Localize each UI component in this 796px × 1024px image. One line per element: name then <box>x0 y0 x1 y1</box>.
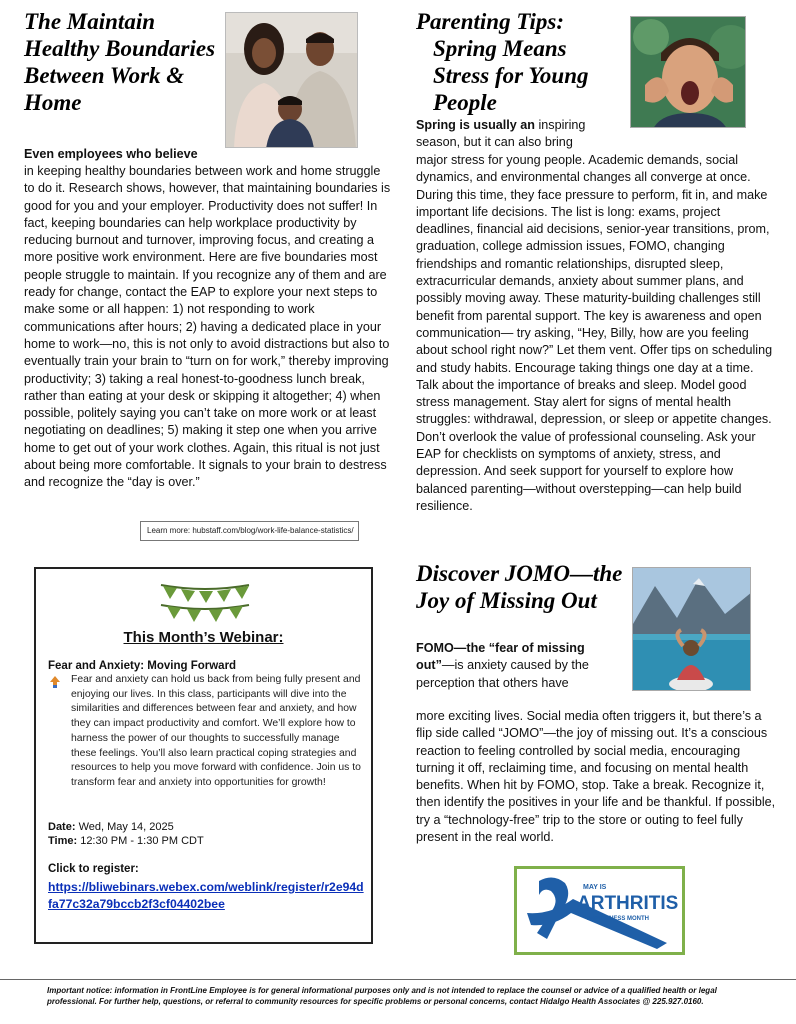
family-photo-illustration <box>226 13 358 148</box>
article-2-title-line-3: Stress for Young <box>433 63 589 88</box>
webinar-time: Time: 12:30 PM - 1:30 PM CDT <box>48 835 204 847</box>
article-1-body: in keeping healthy boundaries between work and home struggle to do it. Research shows, however, that maintaining boundaries is good for you and your employer. Productivity does not suffer! In fact, keeping boundaries can help workplace productivity by reducing burnout and turnover, improving focus, and creating a more positive work environment. Here are five boundaries most people struggle to maintain. If you recognize any of them and are ready for change, contact the EAP to explore your next steps to make some or all happen: 1) not responding to work communications after hours; 2) having a dedicated place in your home to work—no, this is not only to avoid distractions but also to eventually train your brain to “turn on for work,” thereby improving productivity; 3) taking a real honest-to-goodness lunch break, rather than eating at your desk or skipping it altogether; 4) when possible, politely saying you can’t take on more work or at least negotiating on deadlines; 5) making it step one when you arrive home to get out of your work clothes. Again, this ritual is not just about being more comfortable. It signals to your brain to destress and recognize the “day is over.” <box>24 164 391 490</box>
article-1-lead: Even employees who believe <box>24 147 198 161</box>
article-2-title-line-1: Parenting Tips: <box>416 9 565 34</box>
article-2-title <box>416 8 621 116</box>
webinar-date: Date: Wed, May 14, 2025 <box>48 821 174 833</box>
lake-kayak-illustration <box>633 568 751 691</box>
bunting-icon <box>157 579 253 625</box>
article-2-title-line-4: People <box>433 90 497 115</box>
awareness-ribbon-icon <box>517 869 682 952</box>
article-2-lead: Spring is usually an inspiring season, but it can also bring <box>416 118 586 150</box>
article-2-title-line-2: Spring Means <box>433 36 567 61</box>
article-3-body: more exciting lives. Social media often triggers it, but there’s a flip side called “JOMO”—the joy of missing out. It’s a conscious reaction to feeling controlled by social media, encouraging turning it off, reclaiming time, and focusing on mental health benefits. When hit by FOMO, stop. Take a break. Recognize it, then identify the positives in your life and be thankful. If possible, try a “technology-free” trip to the store or outing to feel fully present in the real world. <box>416 709 776 845</box>
learn-more-link[interactable]: Learn more: hubstaff.com/blog/work-life-balance-statistics/ <box>140 521 359 541</box>
shouting-boy-illustration <box>631 17 746 128</box>
bullet-arrow-icon <box>48 675 62 689</box>
footer-notice: Important notice: information in FrontLine Employee is for general informational purposes only and is not intended to replace the counsel or advice of a qualified health or legal professional. For further help, questions, or referral to community resources for specific problems or personal concerns, contact Hidalgo Health Associates @ 225.927.0160. <box>47 986 717 1006</box>
register-link[interactable]: https://bliwebinars.webex.com/weblink/register/r2e94dfa77c32a79bccb2f3cf04402bee <box>48 880 364 911</box>
badge-top-text: MAY IS <box>583 884 607 891</box>
article-1-title: The Maintain Healthy Boundaries Between Work & Home <box>24 9 216 115</box>
shouting-boy-photo <box>630 16 746 128</box>
webinar-heading: This Month’s Webinar: <box>123 629 284 646</box>
lake-kayak-photo <box>632 567 751 691</box>
badge-bottom-text: AWARENESS MONTH <box>587 916 650 922</box>
family-photo <box>225 12 358 148</box>
article-3-lead: FOMO—the “fear of missing out”—is anxiety caused by the perception that others have <box>416 641 589 690</box>
register-label: Click to register: <box>48 863 139 875</box>
webinar-description: Fear and anxiety can hold us back from being fully present and enjoying our lives. In this class, participants will dive into the similarities and differences between fear and anxiety, and how they can impact productivity and comfort. We’ll explore how to harness the power of our thoughts to successfully manage these feelings. You’ll also learn practical coping strategies and resources to help you move forward with confidence. Join us to transform fear and anxiety into opportunities for growth! <box>71 674 361 788</box>
article-2-body: major stress for young people. Academic demands, social dynamics, and environmental changes all converge at once. During this time, they face pressure to perform, fit in, and make important life decisions. The list is long: exams, project deadlines, financial aid decisions, senior-year transitions, prom, graduation, college admission issues, FOMO, changing friendships and romantic relationships, disrupted sleep, extracurricular demands, anxiety about summer plans, and possibly moving away. These maturity-building challenges still benefit from parental support. The key is awareness and open communication— try asking, “Hey, Billy, how are you feeling about school right now?” Let them vent. Offer tips on scheduling and study habits. Encourage taking things one day at a time. Talk about the importance of breaks and sleep. Model good stress management. Stay alert for signs of mental health struggles: withdrawal, depression, or sleep or appetite changes. Don’t overlook the value of professional counseling. Ask your EAP for checklists on symptoms of anxiety, stress, and depression. And seek support for yourself to explore how balanced parenting—without overstepping—can help build resilience. <box>416 153 773 513</box>
footer-divider <box>0 979 796 980</box>
arthritis-awareness-badge <box>514 866 685 955</box>
article-3-title: Discover JOMO—the Joy of Missing Out <box>416 561 623 613</box>
webinar-box <box>34 567 373 944</box>
webinar-subtitle: Fear and Anxiety: Moving Forward <box>48 660 237 672</box>
badge-main-text: ARTHRITIS <box>577 893 679 914</box>
